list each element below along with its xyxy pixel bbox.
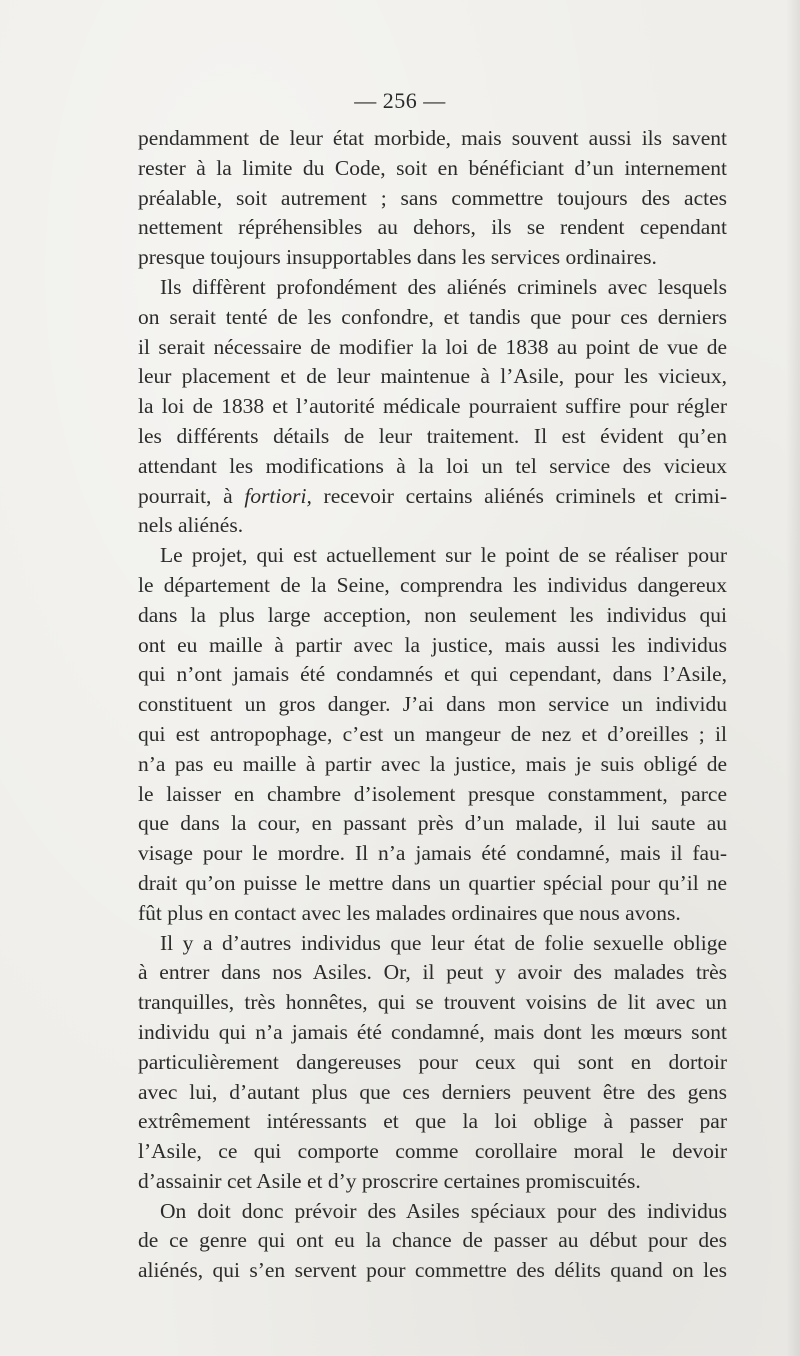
text-line: nels aliénés. [138,513,244,538]
text-line: le laisser en chambre d’isolement presque constamment, parce [138,781,727,806]
text-line: la loi de 1838 et l’autorité médicale pourraient suffire pour régler [138,394,727,419]
text-line: aliénés, qui s’en servent pour commettre des délits quand on les [138,1258,727,1283]
text-line: constituent un gros danger. J’ai dans mon service un individu [138,692,727,717]
text-line: tranquilles, très honnêtes, qui se trouvent voisins de lit avec un [138,990,727,1015]
text-line: on serait tenté de les confondre, et tandis que pour ces derniers [138,304,727,329]
text-line: pendamment de leur état morbide, mais souvent aussi ils savent [138,126,727,150]
text-line: nettement répréhensibles au dehors, ils se rendent cependant [138,215,727,240]
text-line: préalable, soit autrement ; sans commettre toujours des actes [138,185,727,210]
text-line: l’Asile, ce qui comporte comme corollaire moral le devoir [138,1139,727,1164]
text-line: qui n’ont jamais été condamnés et qui cependant, dans l’Asile, [138,662,727,687]
text-line: les différents détails de leur traitement. Il est évident qu’en [138,423,727,448]
text-line [138,482,727,512]
text-line: Ils diffèrent profondément des aliénés criminels avec lesquels [160,274,727,299]
text-line: extrêmement intéressants et que la loi oblige à passer par [138,1109,727,1134]
text-line: rester à la limite du Code, soit en bénéficiant d’un internement [138,155,727,180]
text-line: attendant les modifications à la loi un tel service des vicieux [138,453,727,478]
text-line-segment: recevoir certains aliénés criminels et crimi- [311,483,727,508]
text-line: ont eu maille à partir avec la justice, mais aussi les individus [138,632,727,657]
text-line: il serait nécessaire de modifier la loi de 1838 au point de vue de [138,334,727,359]
text-line: fût plus en contact avec les malades ordinaires que nous avons. [138,900,681,925]
text-line-segment: pourrait, à [138,483,245,508]
text-line: dans la plus large acception, non seulement les individus qui [138,602,727,627]
text-line: particulièrement dangereuses pour ceux qui sont en dortoir [138,1049,727,1074]
text-line: On doit donc prévoir des Asiles spéciaux pour des individus [160,1198,727,1223]
text-line: individu qui n’a jamais été condamné, mais dont les mœurs sont [138,1019,727,1044]
text-line: d’assainir cet Asile et d’y proscrire certaines promiscuités. [138,1168,641,1193]
text-line: avec lui, d’autant plus que ces derniers peuvent être des gens [138,1079,727,1104]
italic-phrase: fortiori, [244,483,312,508]
text-line: leur placement et de leur maintenue à l’Asile, pour les vicieux, [138,364,727,389]
text-line: de ce genre qui ont eu la chance de passer au début pour des [138,1228,727,1253]
text-line: que dans la cour, en passant près d’un malade, il lui saute au [138,811,727,836]
text-line: presque toujours insupportables dans les services ordinaires. [138,245,657,270]
page-edge-shadow [786,0,800,1356]
text-line: à entrer dans nos Asiles. Or, il peut y avoir des malades très [138,960,727,985]
text-line: le département de la Seine, comprendra les individus dangereux [138,572,727,597]
text-line: qui est antropophage, c’est un mangeur de nez et d’oreilles ; il [138,721,727,746]
page-number: — 256 — [354,88,446,113]
text-line: n’a pas eu maille à partir avec la justice, mais je suis obligé de [138,751,727,776]
text-line: Il y a d’autres individus que leur état de folie sexuelle oblige [160,930,727,955]
text-line: drait qu’on puisse le mettre dans un quartier spécial pour qu’il ne [138,870,727,895]
text-line: visage pour le mordre. Il n’a jamais été condamné, mais il fau- [138,841,727,866]
body-text [138,124,727,1286]
text-line: Le projet, qui est actuellement sur le point de se réaliser pour [160,543,727,568]
